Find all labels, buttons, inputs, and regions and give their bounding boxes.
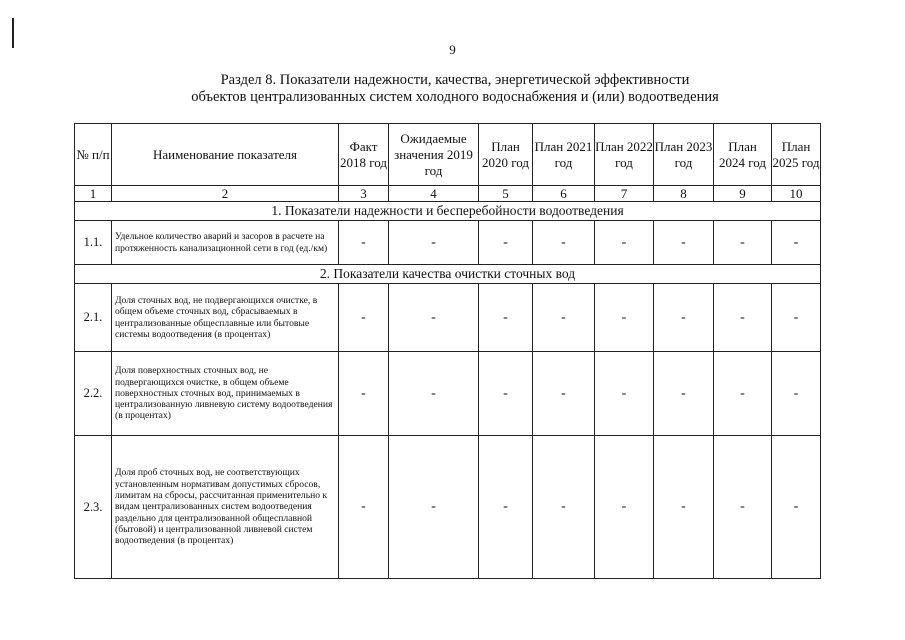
row-code: 1.1. (75, 221, 112, 265)
column-number: 2 (112, 186, 339, 202)
value-cell: - (714, 436, 772, 579)
header-plan-2025: План 2025 год (772, 124, 821, 186)
section-row (75, 202, 821, 221)
value-cell: - (654, 352, 714, 436)
header-name: Наименование показателя (112, 124, 339, 186)
header-plan-2022: План 2022 год (595, 124, 654, 186)
title-line-1: Раздел 8. Показатели надежности, качества, энергетической эффективности (220, 72, 690, 88)
header-expected-2019: Ожидаемые значения 2019 год (389, 124, 479, 186)
header-plan-2024: План 2024 год (714, 124, 772, 186)
header-fact-2018: Факт 2018 год (339, 124, 389, 186)
row-code: 2.2. (75, 352, 112, 436)
row-indicator-name: Удельное количество аварий и засоров в расчете на протяженность канализационной сети в год (ед./км) (112, 221, 339, 265)
page-number: 9 (449, 42, 456, 57)
value-cell: - (533, 436, 595, 579)
table-header-row (75, 124, 821, 186)
column-number: 3 (339, 186, 389, 202)
value-cell: - (772, 221, 821, 265)
row-code: 2.1. (75, 284, 112, 352)
header-plan-2020: План 2020 год (479, 124, 533, 186)
value-cell: - (339, 352, 389, 436)
column-number: 6 (533, 186, 595, 202)
value-cell: - (389, 352, 479, 436)
column-number: 5 (479, 186, 533, 202)
value-cell: - (772, 436, 821, 579)
value-cell: - (533, 284, 595, 352)
header-plan-2021: План 2021 год (533, 124, 595, 186)
value-cell: - (714, 284, 772, 352)
column-number: 9 (714, 186, 772, 202)
section-title (60, 72, 850, 106)
column-number: 8 (654, 186, 714, 202)
row-indicator-name: Доля поверхностных сточных вод, не подвергающихся очистке, в общем объеме поверхностных сточных вод, принимаемых в централизованную ливневую систему водоотведения (в процентах) (112, 352, 339, 436)
value-cell: - (389, 221, 479, 265)
column-number: 7 (595, 186, 654, 202)
value-cell: - (479, 352, 533, 436)
title-line-2: объектов централизованных систем холодного водоснабжения и (или) водоотведения (191, 89, 719, 105)
row-indicator-name: Доля проб сточных вод, не соответствующих установленным нормативам допустимых сбросов, лимитам на сбросы, рассчитанная применительно к видам централизованных систем водоотведения раздельно для централизованной общесплавной (бытовой) и централизованной ливневой систем водоотведения (в процентах) (112, 436, 339, 579)
section-2-title: 2. Показатели качества очистки сточных вод (75, 265, 821, 284)
column-number: 4 (389, 186, 479, 202)
value-cell: - (654, 284, 714, 352)
header-plan-2023: План 2023 год (654, 124, 714, 186)
section-1-title: 1. Показатели надежности и бесперебойности водоотведения (75, 202, 821, 221)
value-cell: - (389, 284, 479, 352)
row-code: 2.3. (75, 436, 112, 579)
table-row (75, 221, 821, 265)
value-cell: - (595, 221, 654, 265)
table-row (75, 284, 821, 352)
value-cell: - (772, 284, 821, 352)
column-number: 1 (75, 186, 112, 202)
value-cell: - (479, 221, 533, 265)
value-cell: - (533, 352, 595, 436)
value-cell: - (654, 221, 714, 265)
column-number: 10 (772, 186, 821, 202)
value-cell: - (654, 436, 714, 579)
table-row (75, 352, 821, 436)
table-row (75, 436, 821, 579)
section-row (75, 265, 821, 284)
value-cell: - (595, 436, 654, 579)
indicators-table (74, 123, 821, 579)
value-cell: - (714, 352, 772, 436)
value-cell: - (339, 284, 389, 352)
value-cell: - (533, 221, 595, 265)
header-num: № п/п (75, 124, 112, 186)
value-cell: - (339, 436, 389, 579)
value-cell: - (595, 352, 654, 436)
row-indicator-name: Доля сточных вод, не подвергающихся очистке, в общем объеме сточных вод, сбрасываемых в централизованные общесплавные или бытовые системы водоотведения (в процентах) (112, 284, 339, 352)
value-cell: - (479, 284, 533, 352)
value-cell: - (772, 352, 821, 436)
column-number-row (75, 186, 821, 202)
value-cell: - (479, 436, 533, 579)
value-cell: - (714, 221, 772, 265)
value-cell: - (595, 284, 654, 352)
value-cell: - (339, 221, 389, 265)
value-cell: - (389, 436, 479, 579)
